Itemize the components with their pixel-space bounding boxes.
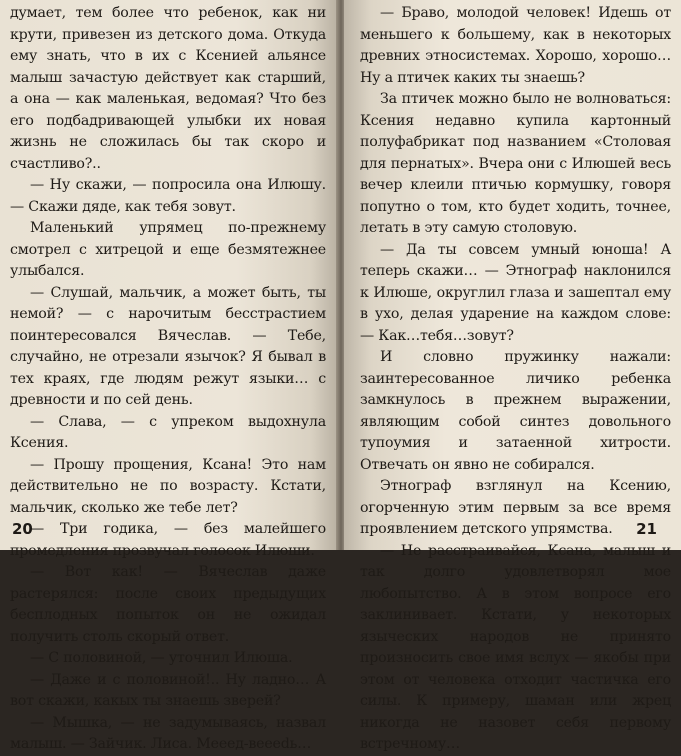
paragraph: — С половиной, — уточнил Илюша. [30,650,293,666]
paragraph: За птичек можно было не волноваться: Ксения недавно купила картонный полуфабрикат под названием «Столовая для пернатых». Вчера они с Илюшей весь вечер клеили птичью кормушку, говоря попутно о том, кто будет ходить, точнее, летать в эту самую столовую. [360,91,671,236]
page-number: 20 [12,520,33,538]
left-page [0,0,338,752]
paragraph: — Слушай, мальчик, а может быть, ты немой? — с нарочитым бесстрастием поинтересовался Вячеслав. — Тебе, случайно, не отрезали язычок? Я бывал в тех краях, где людям режут языки… с древности и по сей день. [10,284,326,408]
paragraph: Маленький упрямец по-прежнему смотрел с хитрецой и еще безмятежнее улыбался. [10,220,326,279]
paragraph: — Браво, молодой человек! Идешь от меньшего к большему, как в некоторых древних этносистемах. Хорошо, хорошо… Ну а птичек каких ты знаешь? [360,5,671,86]
paragraph: думает, тем более что ребенок, как ни крути, привезен из детского дома. Откуда ему знать, что в их с Ксенией альянсе малыш зачастую действует как старший, а она — как маленькая, ведомая? Что без его подбадривающей улыбки их новая жизнь не сложилась бы так скоро и счастливо?.. [10,5,326,172]
paragraph: — Не расстраивайся, Ксана, малыш и так долго удовлетворял мое любопытство. А в этом вопросе его заклинивает. Кстати, у некоторых языческих народов не принято произносить свое имя вслух — якобы при этом от человека отходит частичка его силы. К примеру, шаман или жрец никогда не назовет себя первому встречному… [360,542,671,752]
paragraph: Этнограф взглянул на Ксению, огорченную этим первым за все время проявлением детского упрямства. [360,478,671,537]
paragraph: И словно пружинку нажали: заинтересованное личико ребенка замкнулось в прежнем выражении, являющим собой синтез довольного тупоумия и затаенной хитрости. Отвечать он явно не собирался. [360,349,671,473]
right-page [344,0,681,752]
paragraph: — Слава, — с упреком выдохнула Ксения. [10,413,326,451]
paragraph: — Вот как! — Вячеслав даже растерялся: после своих предыдущих бесплодных попыток он не ожидал получить столь скорый ответ. [10,564,326,645]
paragraph: — Даже и с половиной!.. Ну ладно… А вот скажи, какых ты знаешь зверей? [10,671,326,709]
page-number: 21 [636,520,657,538]
paragraph: — Мышка, — не задумываясь, назвал малыш. — Зайчик. Лиса. Мееед-веееdь… [10,714,326,752]
paragraph: — Да ты совсем умный юноша! А теперь скажи… — Этнограф наклонился к Илюше, округлил глаза и зашептал ему в ухо, делая ударение на каждом слове: — Как…тебя…зовут? [360,241,671,344]
paragraph: — Прошу прощения, Ксана! Это нам действительно не по возрасту. Кстати, мальчик, сколько же тебе лет? [10,456,326,516]
paragraph: — Ну скажи, — попросила она Илюшу. — Скажи дяде, как тебя зовут. [10,177,326,215]
paragraph: — Три годика, — без малейшего промедления прозвучал голосок Илюши. [10,521,326,559]
